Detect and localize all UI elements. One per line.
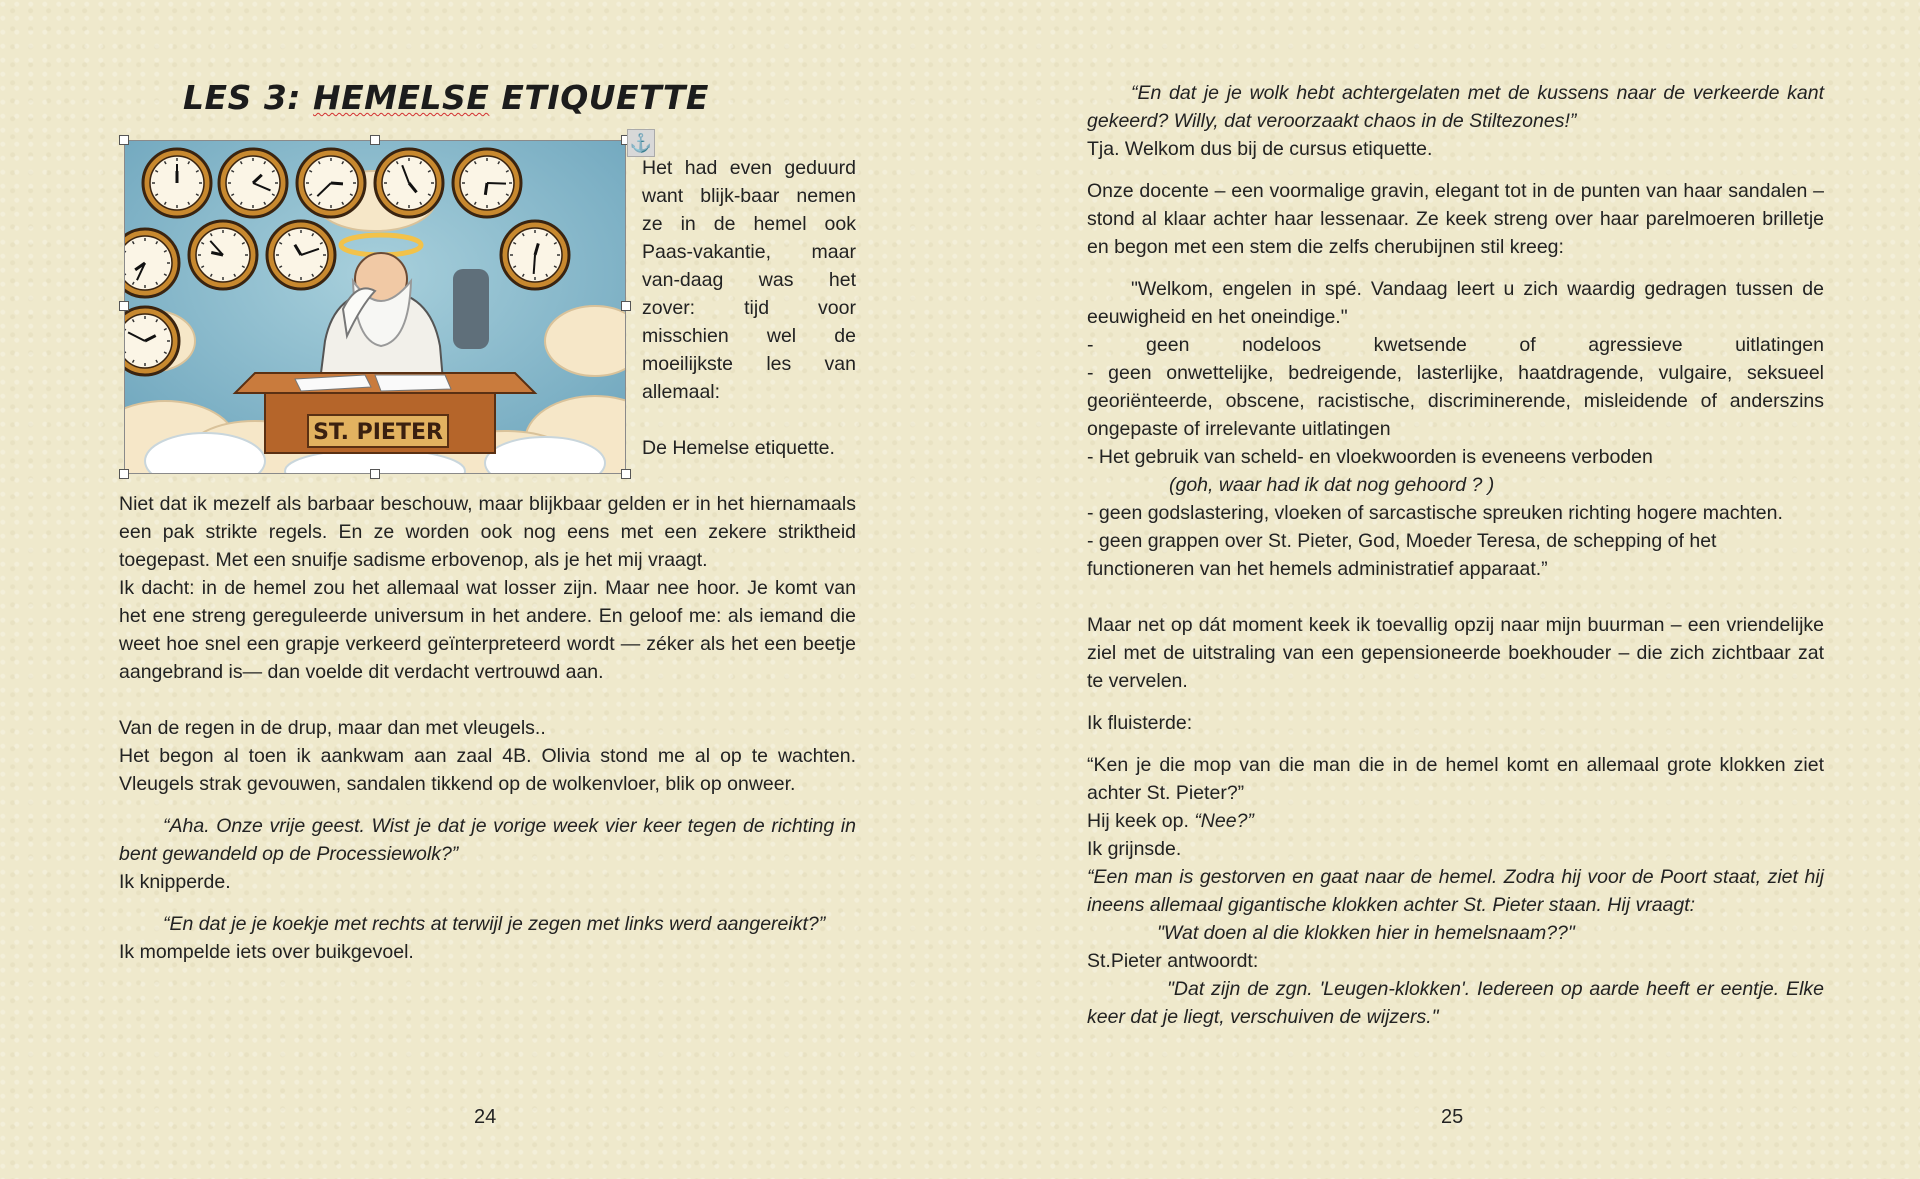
resize-handle-right[interactable] bbox=[621, 301, 631, 311]
intro-line: want blijk-baar nemen bbox=[642, 185, 856, 207]
wall-clock-icon bbox=[501, 221, 569, 289]
right-body bbox=[1087, 79, 1824, 1031]
paragraph: Ik mompelde iets over buikgevoel. bbox=[119, 941, 414, 963]
paragraph: Van de regen in de drup, maar dan met vleugels.. bbox=[119, 717, 546, 739]
rule-item: - geen godslastering, vloeken of sarcastische spreuken richting hogere machten. bbox=[1087, 502, 1783, 524]
paragraph: Maar net op dát moment keek ik toevallig opzij naar mijn buurman – een vriendelijke ziel met de uitstraling van een gepensioneerde boekhouder – die zich zichtbaar zat te vervelen. bbox=[1087, 614, 1824, 692]
intro-line: zover: tijd voor bbox=[642, 297, 856, 319]
anchor-icon[interactable]: ⚓ bbox=[627, 129, 655, 157]
intro-line: misschien wel de bbox=[642, 325, 856, 347]
wall-clock-icon bbox=[125, 307, 179, 375]
quote: “En dat je je wolk hebt achtergelaten met de kussens naar de verkeerde kant gekeerd? Willy, dat veroorzaakt chaos in de Stiltezones!” bbox=[1087, 82, 1824, 132]
resize-handle-bottom[interactable] bbox=[370, 469, 380, 479]
intro-line: Het had even geduurd bbox=[642, 157, 856, 179]
joke: “Een man is gestorven en gaat naar de hemel. Zodra hij voor de Poort staat, ziet hij ineens allemaal gigantische klokken achter St. Pieter staan. Hij vraagt: bbox=[1087, 866, 1824, 916]
resize-handle-left[interactable] bbox=[119, 301, 129, 311]
chapter-title: LES 3: HEMELSE ETIQUETTE bbox=[183, 78, 709, 117]
intro-column bbox=[642, 154, 856, 462]
quote: “En dat je je koekje met rechts at terwijl je zegen met links werd aangereikt?” bbox=[163, 913, 826, 935]
intro-line: Paas-vakantie, maar bbox=[642, 241, 856, 263]
rule-item: - Het gebruik van scheld- en vloekwoorden is eveneens verboden bbox=[1087, 446, 1653, 468]
intro-line: allemaal: bbox=[642, 381, 721, 403]
resize-handle-top[interactable] bbox=[370, 135, 380, 145]
wall-clock-icon bbox=[453, 149, 521, 217]
aside: (goh, waar had ik dat nog gehoord ? ) bbox=[1169, 474, 1495, 496]
paragraph: Ik dacht: in de hemel zou het allemaal wat losser zijn. Maar nee hoor. Je komt van het ene streng gereguleerde universum in het andere. En geloof me: als iemand die weet hoe snel een grapje verkeerd geïnterpreteerd wordt — zéker als het een beetje aangebrand is— dan voelde dit verdacht vertrouwd aan. bbox=[119, 577, 856, 683]
desk-sign: ST. PIETER bbox=[313, 420, 443, 445]
paragraph: Ik fluisterde: bbox=[1087, 712, 1193, 734]
paragraph: “Ken je die mop van die man die in de hemel komt en allemaal grote klokken ziet achter St. Pieter?” bbox=[1087, 754, 1824, 804]
wall-clock-icon bbox=[125, 229, 179, 297]
rule-item: - geen onwettelijke, bedreigende, lasterlijke, haatdragende, vulgaire, seksueel georiënteerde, obscene, racistische, discriminerende, misleidende of anderszins ongepaste of irrelevante uitlatingen bbox=[1087, 362, 1824, 440]
wall-clock-icon bbox=[189, 221, 257, 289]
intro-line: ze in de hemel ook bbox=[642, 213, 856, 235]
wall-clock-icon bbox=[297, 149, 365, 217]
wall-clock-icon bbox=[143, 149, 211, 217]
wall-clock-icon bbox=[375, 149, 443, 217]
resize-handle-top-left[interactable] bbox=[119, 135, 129, 145]
intro-closing: De Hemelse etiquette. bbox=[642, 437, 835, 459]
rule-item: - geen nodeloos kwetsende of agressieve uitlatingen bbox=[1087, 334, 1824, 356]
page-number: 25 bbox=[1441, 1106, 1464, 1128]
intro-line: van-daag was het bbox=[642, 269, 856, 291]
paragraph: Tja. Welkom dus bij de cursus etiquette. bbox=[1087, 138, 1433, 160]
welcome-quote: "Welkom, engelen in spé. Vandaag leert u zich waardig gedragen tussen de eeuwigheid en het oneindige." bbox=[1087, 278, 1824, 328]
paragraph: Hij keek op. “Nee?” bbox=[1087, 810, 1254, 832]
rule-item: - geen grappen over St. Pieter, God, Moeder Teresa, de schepping of het functioneren van het hemels administratief apparaat.” bbox=[1087, 530, 1717, 580]
illustration-frame[interactable] bbox=[124, 140, 626, 474]
wall-clock-icon bbox=[219, 149, 287, 217]
paragraph: Ik knipperde. bbox=[119, 871, 231, 893]
resize-handle-bottom-left[interactable] bbox=[119, 469, 129, 479]
paragraph: St.Pieter antwoordt: bbox=[1087, 950, 1259, 972]
paragraph: Niet dat ik mezelf als barbaar beschouw, maar blijkbaar gelden er in het hiernamaals een pak strikte regels. En ze worden ook nog eens met een zekere striktheid toegepast. Met een snuifje sadisme erbovenop, als je het mij vraagt. bbox=[119, 493, 856, 571]
quote: “Aha. Onze vrije geest. Wist je dat je vorige week vier keer tegen de richting in bent gewandeld op de Processiewolk?” bbox=[119, 815, 856, 865]
joke-answer: "Dat zijn de zgn. 'Leugen-klokken'. Iedereen op aarde heeft er eentje. Elke keer dat je liegt, verschuiven de wijzers." bbox=[1087, 978, 1824, 1028]
paragraph: Het begon al toen ik aankwam aan zaal 4B. Olivia stond me al op te wachten. Vleugels strak gevouwen, sandalen tikkend op de wolkenvloer, blik op onweer. bbox=[119, 745, 856, 795]
page-number: 24 bbox=[474, 1106, 497, 1128]
paragraph: Onze docente – een voormalige gravin, elegant tot in de punten van haar sandalen – stond al klaar achter haar lessenaar. Ze keek streng over haar parelmoeren brilletje en begon met een stem die zelfs cherubijnen stil kreeg: bbox=[1087, 180, 1824, 258]
left-body bbox=[119, 490, 856, 966]
intro-line: moeilijkste les van bbox=[642, 353, 856, 375]
resize-handle-bottom-right[interactable] bbox=[621, 469, 631, 479]
joke-question: "Wat doen al die klokken hier in hemelsnaam??" bbox=[1157, 922, 1575, 944]
paragraph: Ik grijnsde. bbox=[1087, 838, 1182, 860]
wall-clock-icon bbox=[267, 221, 335, 289]
st-pieter-illustration bbox=[125, 141, 625, 473]
